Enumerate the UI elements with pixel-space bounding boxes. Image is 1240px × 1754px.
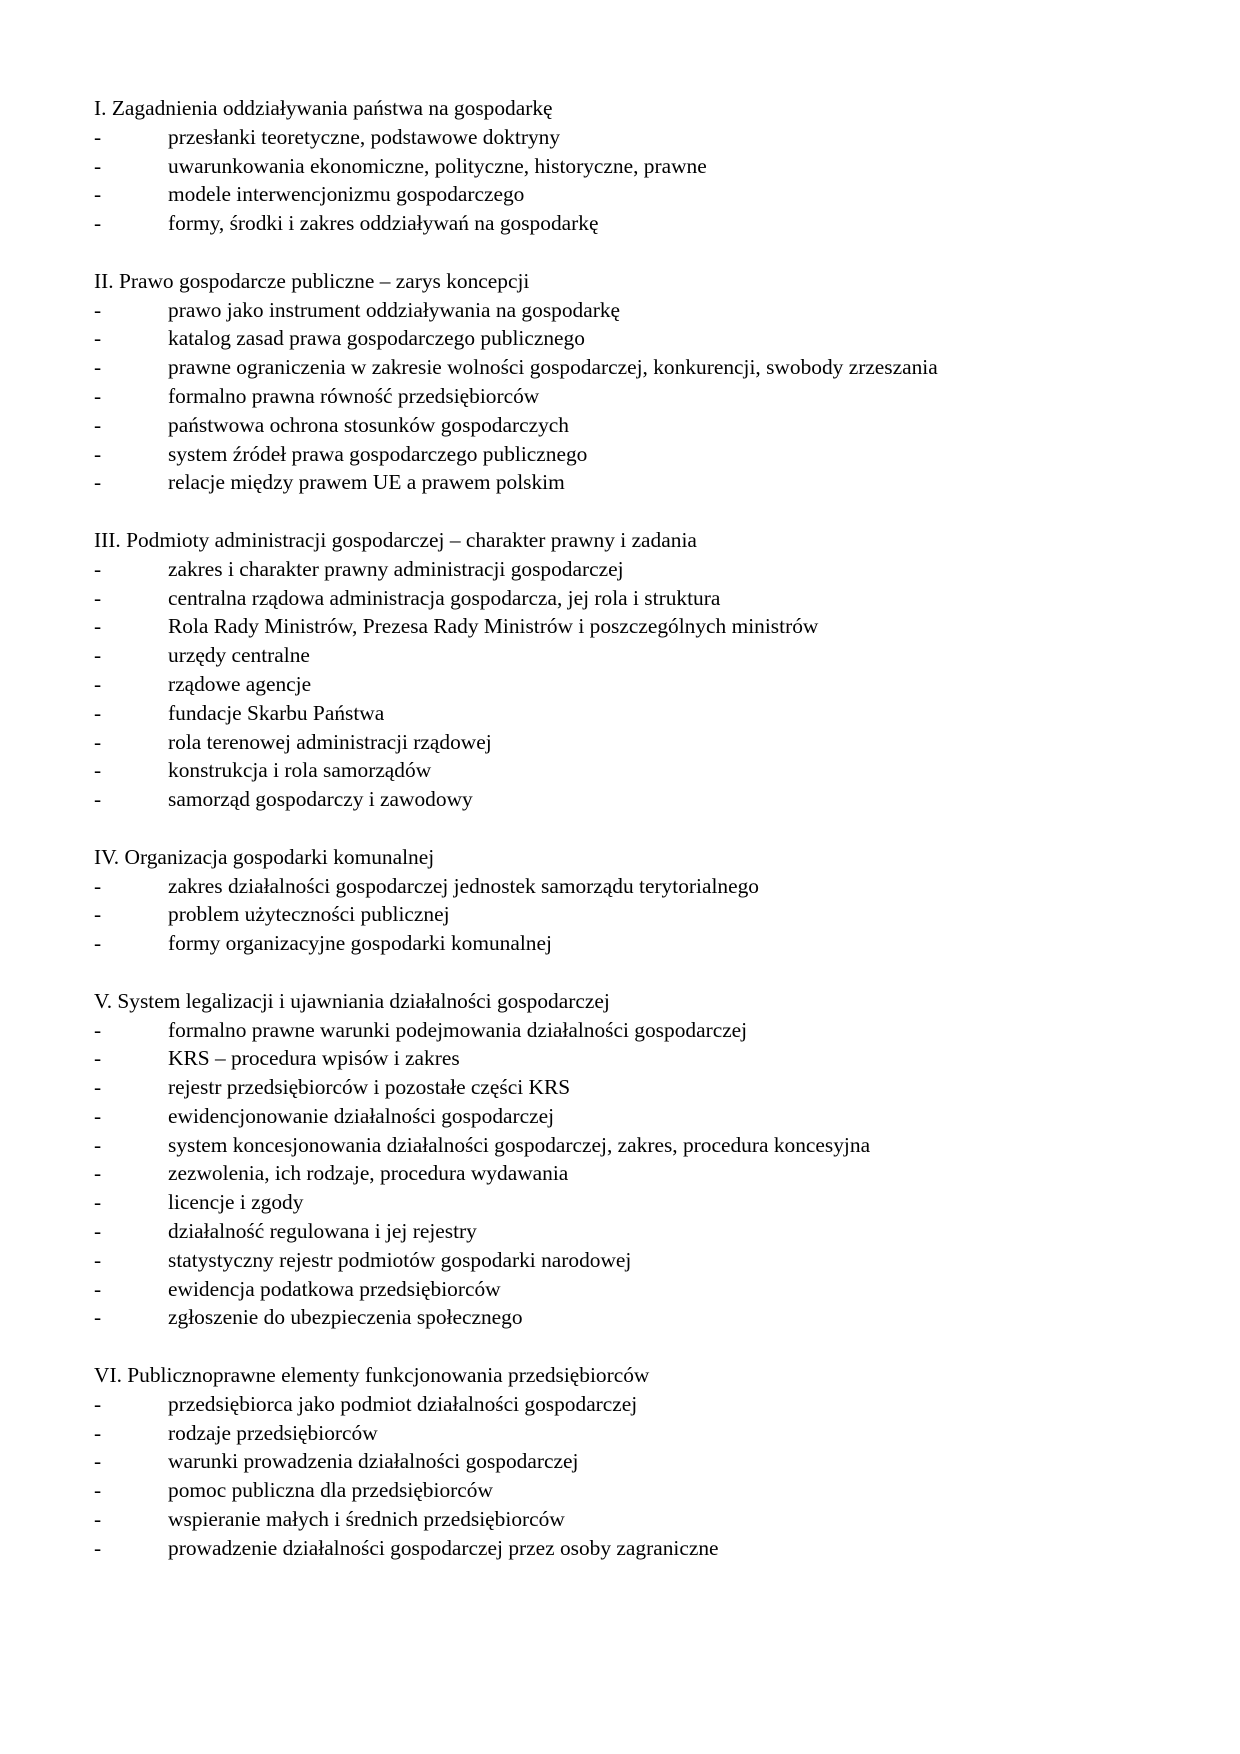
outline-section bbox=[94, 987, 1174, 1333]
list-item-text: prawne ograniczenia w zakresie wolności gospodarczej, konkurencji, swobody zrzeszania bbox=[168, 355, 938, 380]
list-item-text: ewidencjonowanie działalności gospodarczej bbox=[168, 1103, 555, 1128]
list-item-text: modele interwencjonizmu gospodarczego bbox=[168, 182, 525, 207]
list-item bbox=[94, 353, 1174, 382]
list-item bbox=[94, 699, 1174, 728]
list-item bbox=[94, 728, 1174, 757]
list-item-text: działalność regulowana i jej rejestry bbox=[168, 1219, 477, 1244]
list-item bbox=[94, 152, 1174, 181]
bullet-dash: - bbox=[94, 556, 102, 581]
list-item bbox=[94, 1275, 1174, 1304]
bullet-dash: - bbox=[94, 1449, 102, 1474]
list-item bbox=[94, 1016, 1174, 1045]
list-item bbox=[94, 324, 1174, 353]
list-item bbox=[94, 1505, 1174, 1534]
list-item-text: przesłanki teoretyczne, podstawowe doktryny bbox=[168, 124, 561, 149]
list-item-text: państwowa ochrona stosunków gospodarczych bbox=[168, 412, 569, 437]
bullet-dash: - bbox=[94, 1247, 102, 1272]
bullet-dash: - bbox=[94, 1507, 102, 1532]
list-item bbox=[94, 1246, 1174, 1275]
list-item-text: zakres działalności gospodarczej jednostek samorządu terytorialnego bbox=[168, 873, 759, 898]
bullet-dash: - bbox=[94, 1046, 102, 1071]
bullet-dash: - bbox=[94, 211, 102, 236]
list-item-text: urzędy centralne bbox=[168, 643, 310, 668]
list-item-text: przedsiębiorca jako podmiot działalności gospodarczej bbox=[168, 1391, 638, 1416]
list-item-text: rodzaje przedsiębiorców bbox=[168, 1420, 378, 1445]
bullet-dash: - bbox=[94, 297, 102, 322]
bullet-dash: - bbox=[94, 153, 102, 178]
list-item-text: pomoc publiczna dla przedsiębiorców bbox=[168, 1478, 493, 1503]
section-heading: I. Zagadnienia oddziaływania państwa na gospodarkę bbox=[94, 96, 553, 120]
list-item bbox=[94, 440, 1174, 469]
document-page bbox=[94, 94, 1174, 1591]
section-heading: VI. Publicznoprawne elementy funkcjonowania przedsiębiorców bbox=[94, 1363, 650, 1388]
list-item bbox=[94, 1044, 1174, 1073]
list-item bbox=[94, 1447, 1174, 1476]
bullet-dash: - bbox=[94, 441, 102, 466]
bullet-dash: - bbox=[94, 1190, 102, 1215]
list-item bbox=[94, 1102, 1174, 1131]
list-item-text: rola terenowej administracji rządowej bbox=[168, 729, 492, 754]
bullet-dash: - bbox=[94, 1276, 102, 1301]
bullet-dash: - bbox=[94, 758, 102, 783]
section-heading: IV. Organizacja gospodarki komunalnej bbox=[94, 844, 435, 869]
bullet-dash: - bbox=[94, 1075, 102, 1100]
list-item bbox=[94, 180, 1174, 209]
outline-section bbox=[94, 843, 1174, 958]
list-item-text: uwarunkowania ekonomiczne, polityczne, historyczne, prawne bbox=[168, 153, 707, 178]
list-item bbox=[94, 382, 1174, 411]
bullet-dash: - bbox=[94, 326, 102, 351]
list-item bbox=[94, 584, 1174, 613]
list-item bbox=[94, 1159, 1174, 1188]
list-item-text: system źródeł prawa gospodarczego publicznego bbox=[168, 441, 588, 466]
list-item-text: ewidencja podatkowa przedsiębiorców bbox=[168, 1276, 501, 1301]
list-item bbox=[94, 468, 1174, 497]
list-item-text: prawo jako instrument oddziaływania na gospodarkę bbox=[168, 297, 621, 322]
list-item-text: katalog zasad prawa gospodarczego publicznego bbox=[168, 326, 585, 351]
list-item bbox=[94, 1217, 1174, 1246]
list-item bbox=[94, 900, 1174, 929]
list-item bbox=[94, 1188, 1174, 1217]
list-item bbox=[94, 296, 1174, 325]
outline-section bbox=[94, 1361, 1174, 1563]
list-item-text: formy, środki i zakres oddziaływań na gospodarkę bbox=[168, 211, 599, 236]
list-item bbox=[94, 756, 1174, 785]
list-item bbox=[94, 123, 1174, 152]
list-item-text: fundacje Skarbu Państwa bbox=[168, 700, 385, 725]
list-item bbox=[94, 1534, 1174, 1563]
list-item-text: formalno prawna równość przedsiębiorców bbox=[168, 383, 540, 408]
bullet-dash: - bbox=[94, 729, 102, 754]
list-item bbox=[94, 209, 1174, 238]
bullet-dash: - bbox=[94, 182, 102, 207]
section-heading: V. System legalizacji i ujawniania działalności gospodarczej bbox=[94, 988, 610, 1013]
bullet-dash: - bbox=[94, 355, 102, 380]
outline-section bbox=[94, 526, 1174, 814]
list-item-text: statystyczny rejestr podmiotów gospodarki narodowej bbox=[168, 1247, 632, 1272]
bullet-dash: - bbox=[94, 873, 102, 898]
list-item-text: samorząd gospodarczy i zawodowy bbox=[168, 787, 473, 812]
bullet-dash: - bbox=[94, 1420, 102, 1445]
list-item-text: KRS – procedura wpisów i zakres bbox=[168, 1046, 460, 1071]
list-item-text: zezwolenia, ich rodzaje, procedura wydawania bbox=[168, 1161, 569, 1186]
list-item bbox=[94, 641, 1174, 670]
bullet-dash: - bbox=[94, 1132, 102, 1157]
bullet-dash: - bbox=[94, 412, 102, 437]
list-item-text: licencje i zgody bbox=[168, 1190, 304, 1215]
bullet-dash: - bbox=[94, 1535, 102, 1560]
bullet-dash: - bbox=[94, 787, 102, 812]
section-heading: II. Prawo gospodarcze publiczne – zarys koncepcji bbox=[94, 268, 530, 293]
bullet-dash: - bbox=[94, 1219, 102, 1244]
list-item-text: prowadzenie działalności gospodarczej przez osoby zagraniczne bbox=[168, 1535, 719, 1560]
bullet-dash: - bbox=[94, 643, 102, 668]
bullet-dash: - bbox=[94, 124, 102, 149]
bullet-dash: - bbox=[94, 1305, 102, 1330]
list-item-text: centralna rządowa administracja gospodarcza, jej rola i struktura bbox=[168, 585, 721, 610]
list-item bbox=[94, 1419, 1174, 1448]
bullet-dash: - bbox=[94, 1478, 102, 1503]
bullet-dash: - bbox=[94, 902, 102, 927]
list-item-text: zakres i charakter prawny administracji gospodarczej bbox=[168, 556, 624, 581]
bullet-dash: - bbox=[94, 1017, 102, 1042]
outline-section bbox=[94, 267, 1174, 497]
outline-section bbox=[94, 94, 1174, 238]
list-item bbox=[94, 785, 1174, 814]
list-item-text: warunki prowadzenia działalności gospodarczej bbox=[168, 1449, 579, 1474]
bullet-dash: - bbox=[94, 1161, 102, 1186]
list-item bbox=[94, 411, 1174, 440]
list-item-text: rejestr przedsiębiorców i pozostałe części KRS bbox=[168, 1075, 571, 1100]
list-item bbox=[94, 929, 1174, 958]
list-item-text: formalno prawne warunki podejmowania działalności gospodarczej bbox=[168, 1017, 748, 1042]
bullet-dash: - bbox=[94, 585, 102, 610]
list-item-text: formy organizacyjne gospodarki komunalnej bbox=[168, 931, 552, 956]
bullet-dash: - bbox=[94, 614, 102, 639]
list-item-text: wspieranie małych i średnich przedsiębiorców bbox=[168, 1507, 565, 1532]
bullet-dash: - bbox=[94, 1103, 102, 1128]
list-item bbox=[94, 670, 1174, 699]
list-item bbox=[94, 1390, 1174, 1419]
list-item bbox=[94, 555, 1174, 584]
list-item bbox=[94, 1303, 1174, 1332]
list-item bbox=[94, 1073, 1174, 1102]
list-item-text: zgłoszenie do ubezpieczenia społecznego bbox=[168, 1305, 523, 1330]
list-item-text: system koncesjonowania działalności gospodarczej, zakres, procedura koncesyjna bbox=[168, 1132, 871, 1157]
list-item bbox=[94, 612, 1174, 641]
list-item bbox=[94, 872, 1174, 901]
bullet-dash: - bbox=[94, 700, 102, 725]
bullet-dash: - bbox=[94, 470, 102, 495]
bullet-dash: - bbox=[94, 671, 102, 696]
bullet-dash: - bbox=[94, 383, 102, 408]
list-item bbox=[94, 1476, 1174, 1505]
list-item-text: konstrukcja i rola samorządów bbox=[168, 758, 432, 783]
list-item-text: relacje między prawem UE a prawem polskim bbox=[168, 470, 565, 495]
list-item bbox=[94, 1131, 1174, 1160]
bullet-dash: - bbox=[94, 1391, 102, 1416]
section-heading: III. Podmioty administracji gospodarczej – charakter prawny i zadania bbox=[94, 527, 697, 552]
list-item-text: problem użyteczności publicznej bbox=[168, 902, 450, 927]
list-item-text: Rola Rady Ministrów, Prezesa Rady Ministrów i poszczególnych ministrów bbox=[168, 614, 819, 639]
list-item-text: rządowe agencje bbox=[168, 671, 312, 696]
bullet-dash: - bbox=[94, 931, 102, 956]
